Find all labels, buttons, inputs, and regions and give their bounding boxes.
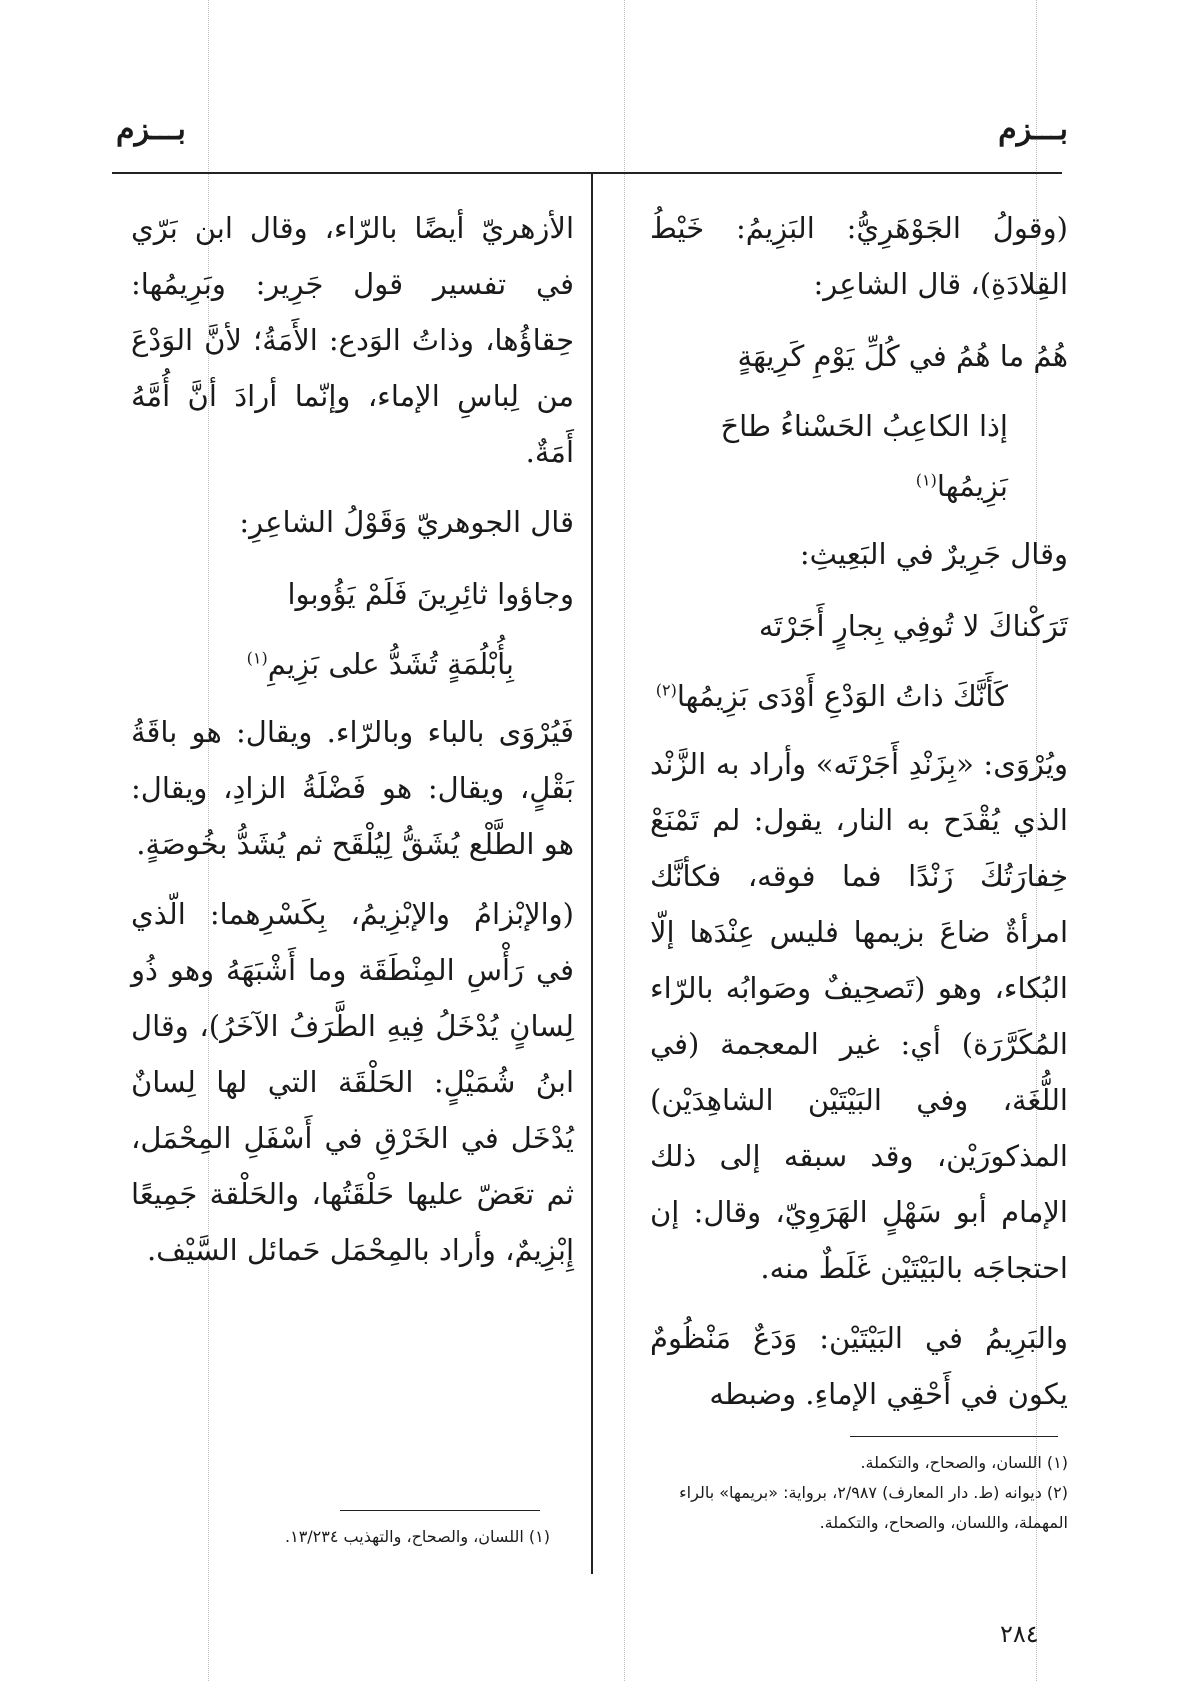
verse-hemistich: تَرَكْناكَ لا تُوفِي بِجارٍ أَجَرْتَه	[758, 609, 1068, 643]
right-column	[650, 200, 1068, 1436]
scan-guide-line	[624, 0, 625, 1681]
header-rule	[112, 172, 1062, 174]
verse-hemistich: وجاؤوا ثائِرِينَ فَلَمْ يَؤُوبوا	[287, 577, 574, 611]
verse-hemistich	[650, 396, 1068, 516]
footnote: (١) اللسان، والصحاح، والتكملة.	[860, 1453, 1068, 1472]
footnote: (١) اللسان، والصحاح، والتهذيب ١٣/٢٣٤.	[285, 1527, 550, 1546]
footnote-rule	[850, 1436, 1058, 1437]
verse-hemistich: هُمُ ما هُمُ في كُلِّ يَوْمِ كَرِيهَةٍ	[737, 339, 1068, 373]
column-divider	[591, 174, 593, 1574]
paragraph: ويُرْوَى: «بِزَنْدِ أَجَرْتَه» وأراد به الزَّنْد الذي يُقْدَح به النار، يقول: لم تَمْنَعْ خِفارَتُكَ زَنْدًا فما فوقه، فكأنَّك امرأةٌ ضاعَ بزيمها فليس عِنْدَها إلّا البُكاء، وهو (تَصحِيفٌ وصَوابُه بالرّاء المُكَرَّرَة) أي: غير المعجمة (في اللُّغَة، وفي البَيْتَيْن الشاهِدَيْن) المذكورَيْن، وقد سبقه إلى ذلك الإمام أبو سَهْلٍ الهَرَوِيّ، وقال: إن احتجاجَه بالبَيْتَيْن غَلَطٌ منه.	[650, 747, 1068, 1285]
verse-hemistich	[650, 666, 1068, 726]
page-number: ٢٨٤	[1000, 1620, 1039, 1648]
footnote-rule	[340, 1510, 540, 1511]
footnote-marker: (١)	[915, 470, 937, 490]
paragraph: (وقولُ الجَوْهَرِيُّ: البَزِيمُ: خَيْطُ القِلادَةِ)، قال الشاعِر:	[650, 211, 1068, 301]
paragraph: (والإبْزامُ والإبْزِيمُ، بِكَسْرِهما: الّذي في رَأْسِ المِنْطَقَة وما أَشْبَهَهُ وهو ذُو لِسانٍ يُدْخَلُ فِيهِ الطَّرَفُ الآخَرُ)، وقال ابنُ شُمَيْلٍ: الحَلْقَة التي لها لِسانٌ يُدْخَل في الخَرْقِ في أَسْفَلِ المِحْمَل، ثم تعَضّ عليها حَلْقَتُها، والحَلْقة جَمِيعًا إِبْزِيمٌ، وأراد بالمِحْمَل حَمائل السَّيْف.	[131, 897, 574, 1267]
verse-text: بِأُبْلُمَةٍ تُشَدُّ على بَزِيمِ	[267, 647, 514, 681]
paragraph: وقال جَرِيرٌ في البَعِيثِ:	[799, 537, 1068, 571]
verse-text: كَأَنَّكَ ذاتُ الوَدْعِ أَوْدَى بَزِيمُها	[676, 679, 1008, 713]
footnote-marker: (٢)	[655, 680, 677, 700]
paragraph: والبَرِيمُ في البَيْتَيْن: وَدَعٌ مَنْظُومٌ يكون في أَحْقِي الإماءِ. وضبطه	[650, 1321, 1068, 1411]
footnotes-left	[130, 1522, 550, 1552]
verse-hemistich	[131, 634, 574, 694]
paragraph: قال الجوهريّ وَقَوْلُ الشاعِرِ:	[239, 505, 574, 539]
paragraph: فَيُرْوَى بالباء وبالرّاء. ويقال: هو باقَةُ بَقْلٍ، ويقال: هو فَضْلَةُ الزادِ، ويقال: هو الطَّلْع يُشَقُّ لِيُلْقَح ثم يُشَدُّ بخُوصَةٍ.	[131, 715, 574, 861]
footnote: (٢) ديوانه (ط. دار المعارف) ٢/٩٨٧، برواية: «بريمها» بالراء المهملة، واللسان، والصحاح، والتكملة.	[679, 1483, 1068, 1532]
verse-text: إذا الكاعِبُ الحَسْناءُ طاحَ بَزِيمُها	[720, 409, 1008, 503]
running-header-left: بـــزم	[116, 112, 186, 147]
paragraph: الأزهريّ أيضًا بالرّاء، وقال ابن بَرّي في تفسير قول جَرِير: وبَرِيمُها: حِقاؤُها، وذاتُ الوَدع: الأَمَةُ؛ لأنَّ الوَدْعَ من لِباسِ الإماء، وإنّما أرادَ أنَّ أُمَّهُ أَمَةٌ.	[131, 211, 574, 469]
footnote-marker: (١)	[246, 648, 268, 668]
footnotes-right	[638, 1448, 1068, 1538]
running-header-right: بـــزم	[998, 112, 1068, 147]
left-column	[131, 200, 574, 1292]
